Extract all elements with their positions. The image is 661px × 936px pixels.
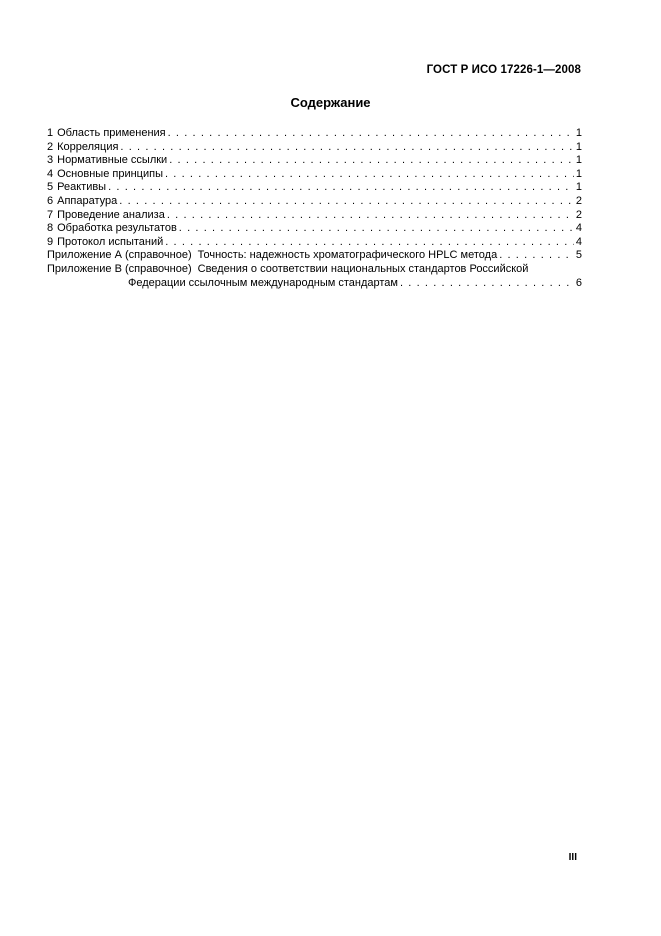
- toc-entry-title: Корреляция: [57, 140, 119, 153]
- dot-leader: [499, 249, 574, 263]
- dot-leader: [167, 209, 574, 223]
- toc-entry-2[interactable]: [47, 141, 582, 155]
- toc-appendix-b-continued[interactable]: [47, 277, 582, 291]
- dot-leader: [120, 141, 573, 155]
- dot-leader: [179, 222, 574, 236]
- document-code: ГОСТ Р ИСО 17226-1—2008: [426, 64, 581, 76]
- appendix-title: Точность: надежность хроматографического HPLC метода: [197, 249, 498, 262]
- appendix-label: Приложение А (справочное): [47, 249, 192, 262]
- toc-entry-title: Протокол испытаний: [57, 235, 164, 248]
- toc-entry-page: 4: [575, 235, 582, 248]
- toc-entry-3[interactable]: [47, 154, 582, 168]
- toc-entry-1[interactable]: [47, 127, 582, 141]
- toc-entry-number: 6: [47, 194, 54, 207]
- dot-leader: [400, 277, 574, 291]
- appendix-title-line2: Федерации ссылочным международным стандартам: [128, 276, 398, 289]
- appendix-page: 5: [575, 249, 582, 262]
- toc-entry-page: 2: [575, 208, 582, 221]
- dot-leader: [108, 181, 574, 195]
- toc-entry-page: 1: [575, 140, 582, 153]
- toc-entry-page: 1: [575, 154, 582, 167]
- toc-entry-page: 1: [575, 181, 582, 194]
- toc-appendix-b[interactable]: [47, 263, 582, 277]
- dot-leader: [165, 168, 574, 182]
- toc-entry-number: 9: [47, 235, 54, 248]
- table-of-contents: [47, 127, 582, 290]
- toc-entry-6[interactable]: [47, 195, 582, 209]
- toc-entry-page: 1: [575, 167, 582, 180]
- toc-entry-page: 4: [575, 222, 582, 235]
- toc-entry-title: Область применения: [57, 127, 166, 139]
- appendix-page: 6: [575, 276, 582, 289]
- page-number: III: [568, 852, 577, 863]
- toc-entry-4[interactable]: [47, 168, 582, 182]
- toc-entry-number: 8: [47, 222, 54, 235]
- dot-leader: [168, 127, 574, 141]
- toc-entry-5[interactable]: [47, 181, 582, 195]
- toc-entry-number: 2: [47, 140, 54, 153]
- toc-entry-title: Проведение анализа: [57, 208, 165, 221]
- toc-appendix-a[interactable]: [47, 249, 582, 263]
- toc-title: Содержание: [290, 95, 371, 110]
- toc-entry-number: 4: [47, 167, 54, 180]
- toc-entry-number: 1: [47, 127, 54, 139]
- dot-leader: [165, 236, 574, 250]
- toc-entry-title: Основные принципы: [57, 167, 163, 180]
- toc-entry-number: 3: [47, 154, 54, 167]
- toc-entry-9[interactable]: [47, 236, 582, 250]
- appendix-label: Приложение В (справочное): [47, 262, 192, 275]
- toc-entry-title: Нормативные ссылки: [57, 154, 168, 167]
- toc-entry-8[interactable]: [47, 222, 582, 236]
- toc-entry-7[interactable]: [47, 209, 582, 223]
- toc-entry-title: Аппаратура: [57, 194, 118, 207]
- dot-leader: [119, 195, 574, 209]
- toc-entry-number: 5: [47, 181, 54, 194]
- dot-leader: [169, 154, 574, 168]
- toc-entry-page: 1: [575, 127, 582, 139]
- toc-entry-title: Реактивы: [57, 181, 107, 194]
- appendix-title-line1: Сведения о соответствии национальных стандартов Российской: [197, 262, 529, 275]
- toc-entry-title: Обработка результатов: [57, 222, 177, 235]
- toc-entry-page: 2: [575, 194, 582, 207]
- toc-entry-number: 7: [47, 208, 54, 221]
